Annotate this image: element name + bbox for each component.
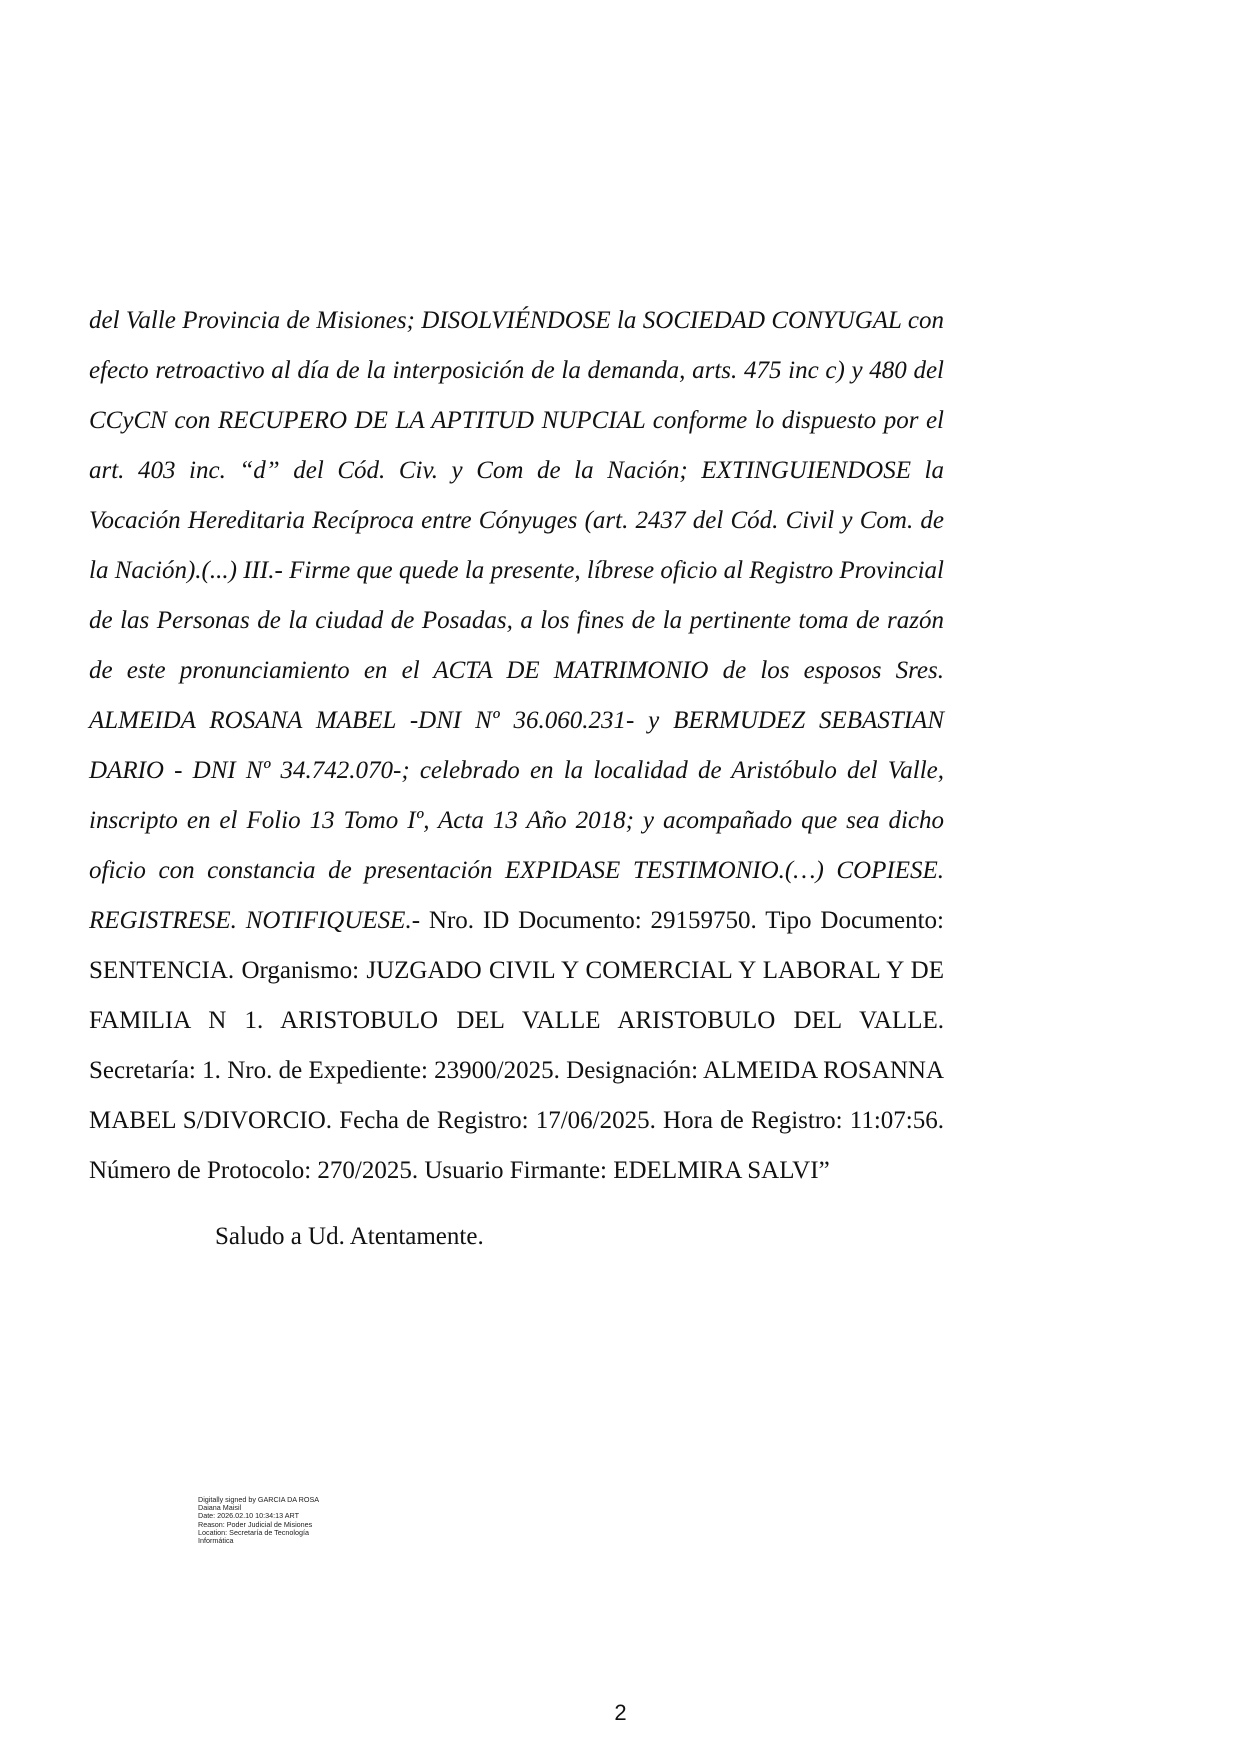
resolution-italic-text: del Valle Provincia de Misiones; DISOLVIÉNDOSE la SOCIEDAD CONYUGAL con efecto retroactivo al día de la interposición de la demanda, arts. 475 inc c) y 480 del CCyCN con RECUPERO DE LA APTITUD NUPCIAL conforme lo dispuesto por el art. 403 inc. “d” del Cód. Civ. y Com de la Nación; EXTINGUIENDOSE la Vocación Hereditaria Recíproca entre Cónyuges (art. 2437 del Cód. Civil y Com. de la Nación).(...) III.- Firme que quede la presente, líbrese oficio al Registro Provincial de las Personas de la ciudad de Posadas, a los fines de la pertinente toma de razón de este pronunciamiento en el ACTA DE MATRIMONIO de los esposos Sres. ALMEIDA ROSANA MABEL -DNI Nº 36.060.231- y BERMUDEZ SEBASTIAN DARIO - DNI Nº 34.742.070-; celebrado en la localidad de Aristóbulo del Valle, inscripto en el Folio 13 Tomo Iº, Acta 13 Año 2018; y acompañado que sea dicho oficio con constancia de presentación EXPIDASE TESTIMONIO.(…) COPIESE. REGISTRESE. NOTIFIQUESE. [89,307,944,934]
page-number: 2 [614,1700,627,1725]
signature-line: Digitally signed by GARCIA DA ROSA [198,1495,320,1504]
signature-line: Reason: Poder Judicial de Misiones [198,1519,313,1529]
signature-line: Daiana Maisil [198,1503,242,1513]
digital-signature-block [198,1496,358,1545]
signature-line: Date: 2026.02.10 10:34:13 ART [198,1511,299,1521]
resolution-text [89,296,944,1196]
resolution-metadata-text: - Nro. ID Documento: 29159750. Tipo Documento: SENTENCIA. Organismo: JUZGADO CIVIL Y COMERCIAL Y LABORAL Y DE FAMILIA N 1. ARISTOBULO DEL VALLE ARISTOBULO DEL VALLE. Secretaría: 1. Nro. de Expediente: 23900/2025. Designación: ALMEIDA ROSANNA MABEL S/DIVORCIO. Fecha de Registro: 17/06/2025. Hora de Registro: 11:07:56. Número de Protocolo: 270/2025. Usuario Firmante: EDELMIRA SALVI” [89,907,944,1184]
signature-line: Location: Secretaría de Tecnología [198,1527,309,1537]
signature-line: Informática [198,1536,234,1546]
closing-salutation: Saludo a Ud. Atentamente. [215,1223,484,1250]
